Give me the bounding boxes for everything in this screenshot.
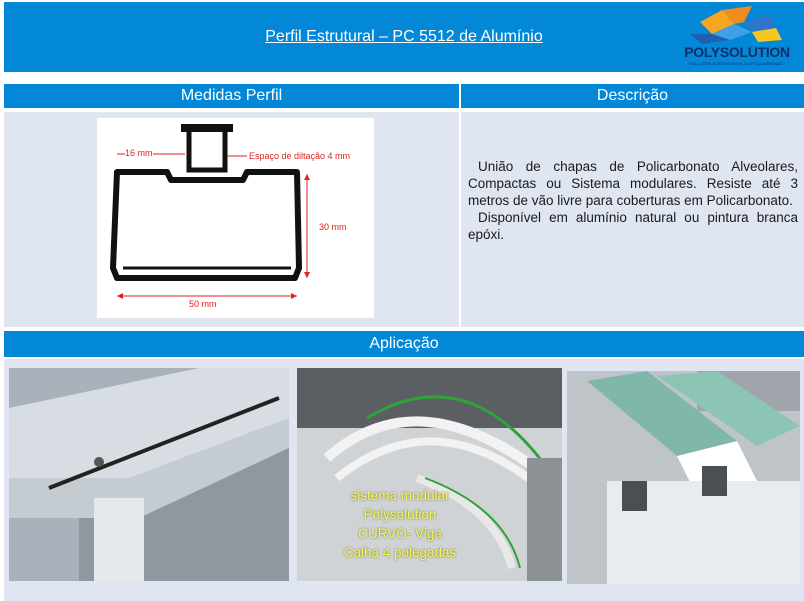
description-text xyxy=(468,158,798,243)
caption-line: Polysolution xyxy=(363,507,437,522)
dim-gap-label: Espaço de diltação 4 mm xyxy=(249,151,351,161)
polysolution-logo xyxy=(682,4,792,70)
logo-subtext: SOLUÇÕES SUSTENTÁVEIS EM POLICARBONATO xyxy=(688,61,786,66)
application-caption xyxy=(330,486,470,562)
dim-height-label: 30 mm xyxy=(319,222,347,232)
col-header-medidas: Medidas Perfil xyxy=(4,84,459,108)
dim-top-label: 16 mm xyxy=(125,148,153,158)
logo-text: POLYSOLUTION xyxy=(684,44,790,60)
caption-line: CURVO- Viga xyxy=(358,526,442,541)
dim-width-label: 50 mm xyxy=(189,299,217,309)
description-paragraph-2: Disponível em alumínio natural ou pintura branca epóxi. xyxy=(468,210,798,242)
description-paragraph-1: União de chapas de Policarbonato Alveolares, Compactas ou Sistema modulares. Resiste até 3 metros de vão livre para coberturas em Policarbonato. xyxy=(468,159,798,208)
page-title: Perfil Estrutural – PC 5512 de Alumínio xyxy=(265,28,543,45)
caption-line: sistema modular xyxy=(350,488,450,503)
caption-line: Calha 4 polegadas xyxy=(343,545,457,560)
application-header: Aplicação xyxy=(4,331,804,357)
profile-diagram xyxy=(97,118,374,318)
photo-profile-installed xyxy=(9,368,289,581)
col-header-descricao: Descrição xyxy=(461,84,804,108)
photo-glass-roof xyxy=(567,371,800,584)
